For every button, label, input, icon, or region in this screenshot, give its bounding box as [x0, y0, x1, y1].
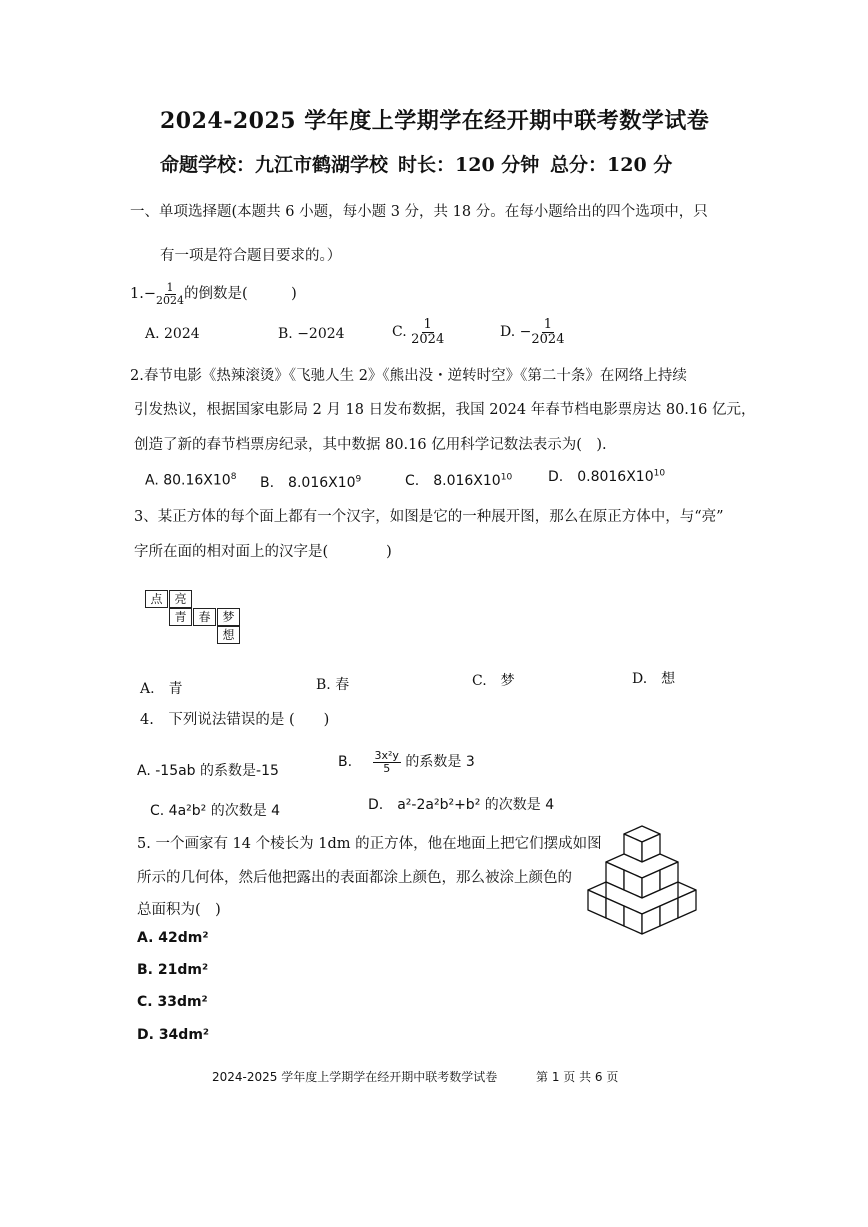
- q2-d-base: D. 0.8016X10: [548, 469, 654, 485]
- q2-d-exponent: 10: [653, 468, 666, 479]
- q4-option-c: C. 4a²b² 的次数是 4: [150, 803, 281, 819]
- section1-line1: 一、单项选择题(本题共 6 小题，每小题 3 分，共 18 分。在每小题给出的四个选项中，只: [130, 204, 708, 220]
- q2-option-d: [548, 466, 665, 486]
- q1-frac-numerator: 1: [166, 281, 174, 294]
- q1-d-fraction: [531, 318, 564, 346]
- cube-net-diagram: [145, 588, 255, 648]
- q1-d-numerator: 1: [543, 317, 553, 332]
- question-4-stem: 4. 下列说法错误的是 ( ): [140, 712, 330, 728]
- duration-label: 时长：120 分钟: [398, 154, 540, 176]
- q1-d-denominator: 2024: [531, 331, 565, 347]
- q1-option-b: B. −2024: [278, 326, 345, 342]
- question-2-line3: 创造了新的春节档票房纪录，其中数据 80.16 亿用科学记数法表示为( ).: [134, 437, 607, 453]
- footer-page-number: 第 1 页 共 6 页: [536, 1070, 619, 1084]
- q3-option-b: B. 春: [316, 677, 350, 693]
- q5-option-a: A. 42dm²: [137, 930, 209, 946]
- question-2-line1: 2.春节电影《热辣滚烫》《飞驰人生 2》《熊出没・逆转时空》《第二十条》在网络上持续: [130, 368, 687, 384]
- q5-option-b: B. 21dm²: [137, 962, 209, 978]
- q2-c-base: C. 8.016X10: [405, 473, 501, 489]
- q5-option-c: C. 33dm²: [137, 994, 208, 1010]
- q1-d-label: D.: [500, 324, 516, 341]
- q1-stem-text: 的倒数是( ): [184, 286, 297, 303]
- net-cell-6: 想: [217, 626, 240, 644]
- q1-d-minus: −: [519, 324, 532, 341]
- net-cell-3: 青: [169, 608, 192, 626]
- question-3-line1: 3、某正方体的每个面上都有一个汉字，如图是它的一种展开图，那么在原正方体中，与“亮”: [134, 509, 724, 525]
- q3-option-d: D. 想: [632, 671, 676, 687]
- question-5-line1: 5. 一个画家有 14 个棱长为 1dm 的正方体，他在地面上把它们摆成如图: [137, 836, 602, 852]
- question-3-line2: 字所在面的相对面上的汉字是( ): [134, 544, 392, 560]
- school-label: 命题学校：九江市鹤湖学校: [160, 154, 389, 176]
- q1-fraction: [156, 282, 184, 306]
- q1-c-label: C.: [392, 324, 407, 341]
- q2-a-exponent: 8: [230, 472, 237, 482]
- q3-option-a: A. 青: [140, 681, 183, 697]
- q1-number: 1.: [130, 286, 144, 303]
- q4-option-a: A. -15ab 的系数是-15: [137, 763, 279, 779]
- score-label: 总分：120 分: [550, 154, 673, 176]
- q2-option-b: [260, 472, 361, 492]
- q4-b-text: 的系数是 3: [405, 754, 475, 771]
- question-2-line2: 引发热议，根据国家电影局 2 月 18 日发布数据，我国 2024 年春节档电影票房达 80.16 亿元，: [134, 402, 756, 418]
- question-5-line2: 所示的几何体，然后他把露出的表面都涂上颜色，那么被涂上颜色的: [137, 870, 572, 886]
- footer-title: 2024-2025 学年度上学期学在经开期中联考数学试卷: [212, 1070, 498, 1084]
- q4-option-d: D. a²-2a²b²+b² 的次数是 4: [368, 797, 555, 813]
- net-cell-1: 点: [145, 590, 168, 608]
- net-cell-2: 亮: [169, 590, 192, 608]
- q1-c-denominator: 2024: [411, 331, 445, 347]
- q1-minus: −: [143, 286, 156, 303]
- q5-option-d: D. 34dm²: [137, 1027, 210, 1043]
- q4-option-b: [338, 750, 475, 774]
- exam-title: 2024-2025 学年度上学期学在经开期中联考数学试卷: [160, 108, 710, 134]
- q2-a-base: A. 80.16X10: [145, 472, 231, 489]
- q4-b-denominator: 5: [383, 761, 391, 775]
- q2-c-exponent: 10: [500, 472, 513, 483]
- q4-b-numerator: 3x²y: [374, 749, 399, 762]
- cube-stack-figure: [580, 822, 700, 952]
- cube-stack-drawing: [588, 826, 696, 934]
- q2-b-exponent: 9: [355, 474, 362, 485]
- q3-option-c: C. 梦: [472, 673, 515, 689]
- q1-option-a: A. 2024: [145, 326, 200, 342]
- net-cell-5: 梦: [217, 608, 240, 626]
- q2-b-base: B. 8.016X10: [260, 475, 356, 491]
- net-cell-4: 春: [193, 608, 216, 626]
- q4-b-label: B.: [338, 754, 353, 771]
- q4-b-fraction: [373, 750, 401, 774]
- q1-frac-denominator: 2024: [156, 293, 184, 307]
- question-1-stem: [130, 282, 297, 306]
- q1-c-fraction: [411, 318, 444, 346]
- q2-option-c: [405, 470, 512, 490]
- section1-line2: 有一项是符合题目要求的。）: [160, 248, 342, 264]
- question-5-line3: 总面积为( ): [137, 902, 221, 918]
- q1-option-d: [500, 318, 564, 346]
- q2-option-a: [145, 472, 236, 489]
- q1-option-c: [392, 318, 444, 346]
- q1-c-numerator: 1: [423, 317, 432, 332]
